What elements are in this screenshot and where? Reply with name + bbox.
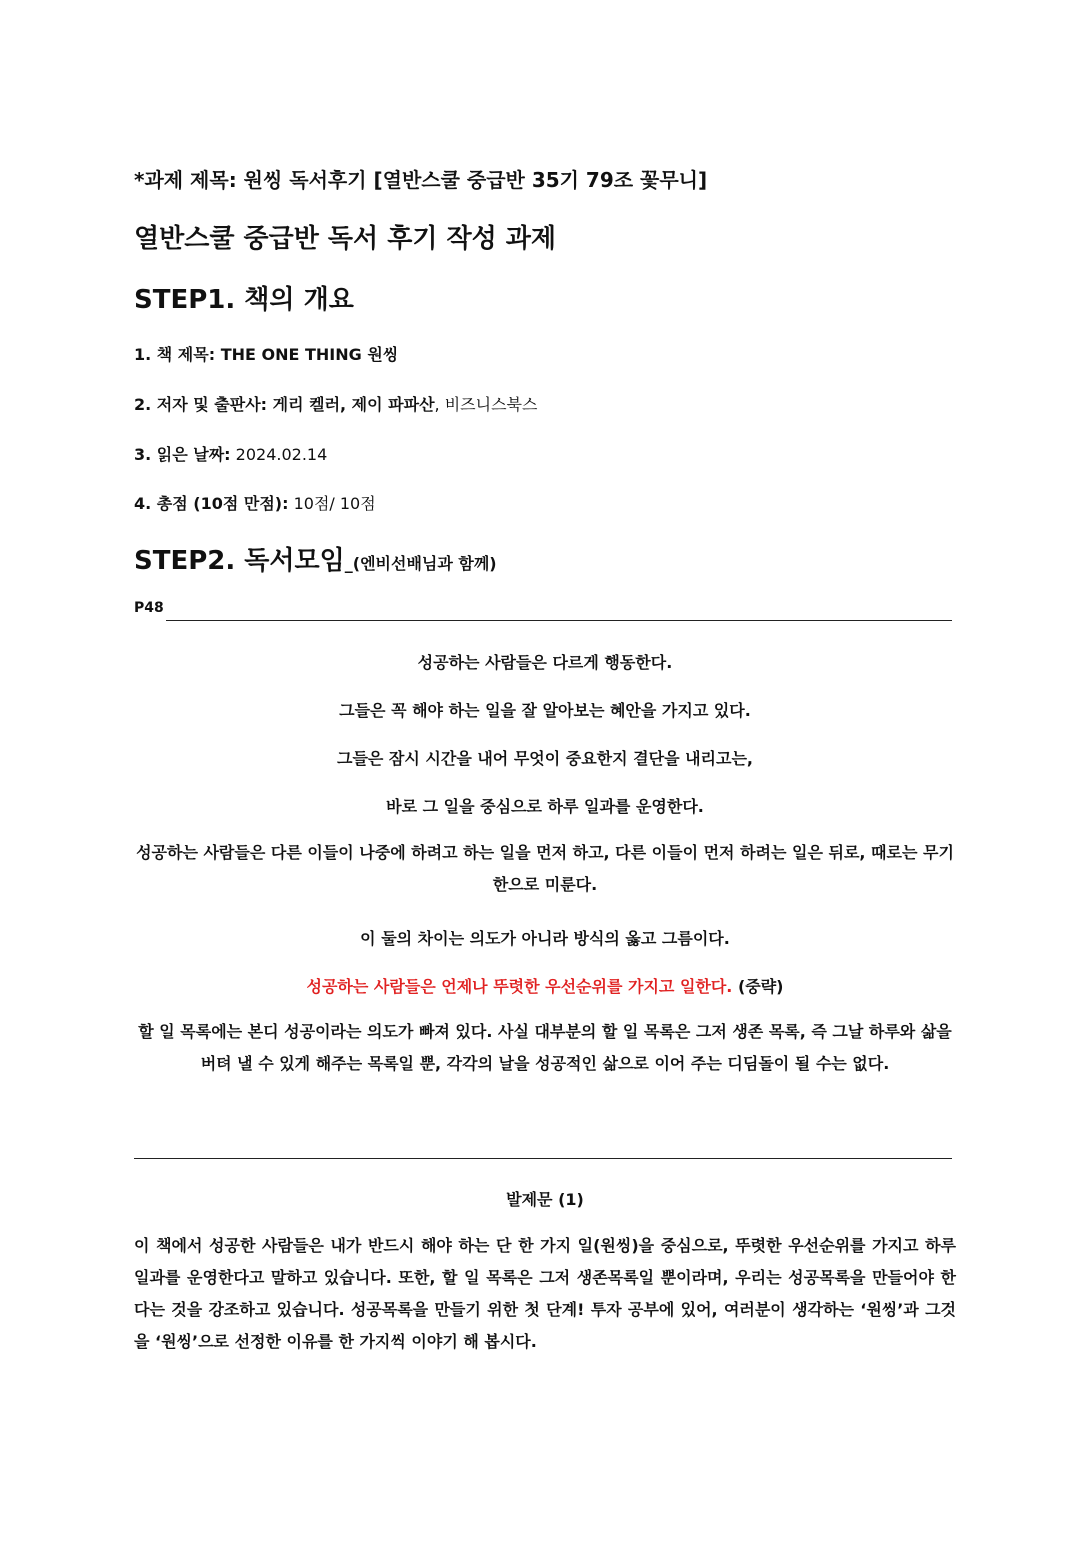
quote-paragraph: 성공하는 사람들은 다른 이들이 나중에 하려고 하는 일을 먼저 하고, 다른 이들이 먼저 하려는 일은 뒤로, 때로는 무기한으로 미룬다. <box>136 843 954 894</box>
author-publisher-item <box>134 392 537 415</box>
quote-line-2: 그들은 꼭 해야 하는 일을 잘 알아보는 혜안을 가지고 있다. <box>339 701 751 720</box>
read-date-item <box>134 442 327 465</box>
book-title-label: 1. 책 제목: THE ONE THING 원씽 <box>134 345 399 364</box>
step1-heading: STEP1. 책의 개요 <box>134 285 354 315</box>
main-title: 열반스쿨 중급반 독서 후기 작성 과제 <box>134 224 556 254</box>
score-item <box>134 491 376 514</box>
discussion-body: 이 책에서 성공한 사람들은 내가 반드시 해야 하는 단 한 가지 일(원씽)을 중심으로, 뚜렷한 우선순위를 가지고 하루 일과를 운영한다고 말하고 있습니다. 또한, 할 일 목록은 그저 생존목록일 뿐이라며, 우리는 성공목록을 만들어야 한다는 것을 강조하고 있습니다. 성공목록을 만들기 위한 첫 단계! 투자 공부에 있어, 여러분이 생각하는 ‘원씽’과 그것을 ‘원씽’으로 선정한 이유를 한 가지씩 이야기 해 봅시다. <box>134 1236 956 1351</box>
quote-highlight: 성공하는 사람들은 언제나 뚜렷한 우선순위를 가지고 일한다. <box>306 977 733 996</box>
quote-highlight-suffix: (중략) <box>732 977 784 996</box>
score-value: 10점/ 10점 <box>288 494 376 513</box>
book-title-item <box>134 342 398 365</box>
page-ref-rule <box>166 620 952 621</box>
step2-subtitle: _(엔비선배님과 함께) <box>344 554 497 573</box>
discussion-title: 발제문 (1) <box>506 1190 584 1209</box>
quote-line-1: 성공하는 사람들은 다르게 행동한다. <box>417 653 673 672</box>
section-rule <box>134 1158 952 1159</box>
quote-highlight-line <box>134 974 956 997</box>
step2-heading-wrap <box>134 540 497 577</box>
quote-final-paragraph: 할 일 목록에는 본디 성공이라는 의도가 빠져 있다. 사실 대부분의 할 일 목록은 그저 생존 목록, 즉 그날 하루와 삶을 버텨 낼 수 있게 해주는 목록일 뿐, 각각의 날을 성공적인 삶으로 이어 주는 디딤돌이 될 수는 없다. <box>138 1022 952 1073</box>
publisher-value: , 비즈니스북스 <box>434 395 538 414</box>
quote-line-4: 바로 그 일을 중심으로 하루 일과를 운영한다. <box>386 797 704 816</box>
quote-line-3: 그들은 잠시 시간을 내어 무엇이 중요한지 결단을 내리고는, <box>336 749 753 768</box>
step2-heading: STEP2. 독서모임 <box>134 546 345 576</box>
quote-line-diff: 이 둘의 차이는 의도가 아니라 방식의 옳고 그름이다. <box>360 929 730 948</box>
author-label: 2. 저자 및 출판사: 게리 켈러, 제이 파파산 <box>134 395 435 414</box>
read-date-label: 3. 읽은 날짜: <box>134 445 231 464</box>
assignment-title: *과제 제목: 원씽 독서후기 [열반스쿨 중급반 35기 79조 꽃무니] <box>134 168 708 192</box>
score-label: 4. 총점 (10점 만점): <box>134 494 289 513</box>
read-date-value: 2024.02.14 <box>230 445 328 464</box>
page-ref: P48 <box>134 600 164 616</box>
